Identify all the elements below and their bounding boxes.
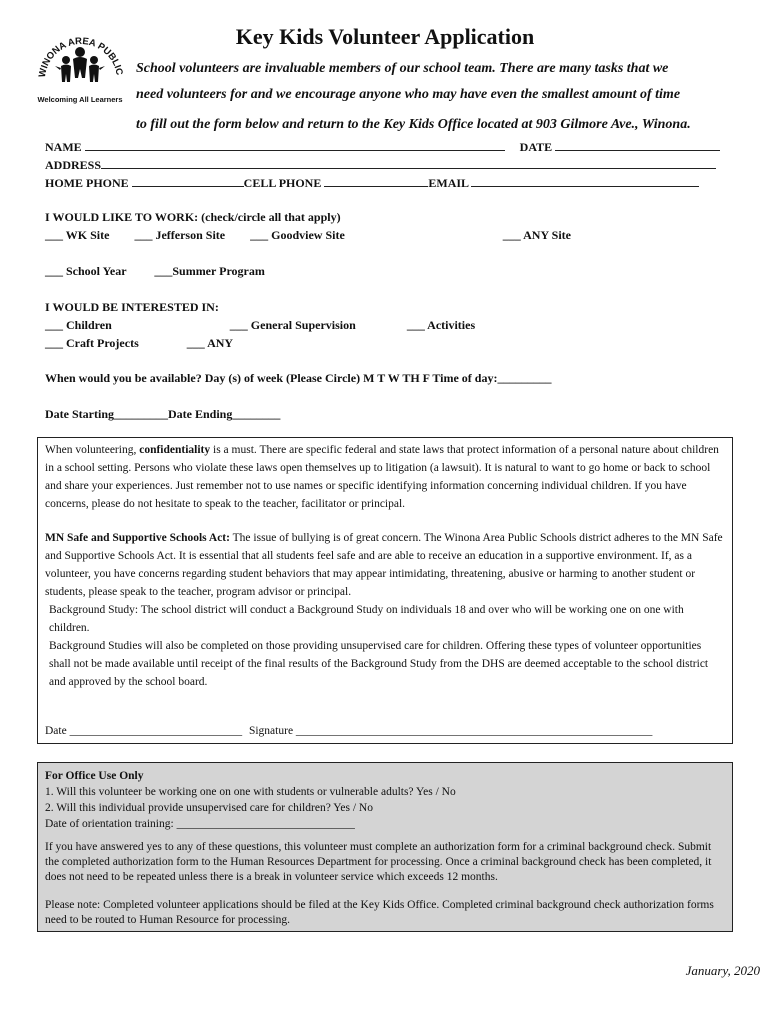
address-row: [45, 157, 716, 173]
option-any-site[interactable]: ___ ANY Site: [502, 228, 572, 242]
page-title: Key Kids Volunteer Application: [235, 24, 535, 49]
date-field[interactable]: [555, 139, 720, 151]
address-label: ADDRESS: [45, 158, 102, 172]
interest-row-2: [45, 336, 233, 351]
option-wk-site[interactable]: ___ WK Site: [45, 228, 110, 242]
availability-row[interactable]: When would you be available? Day (s) of week (Please Circle) M T W TH F Time of day:_________: [45, 371, 552, 385]
option-summer-program[interactable]: ___Summer Program: [154, 264, 265, 278]
option-jefferson-site[interactable]: ___ Jefferson Site: [134, 228, 226, 242]
office-use-box: [37, 762, 733, 932]
signature-row: [45, 725, 652, 737]
orientation-date-field[interactable]: Date of orientation training: _______________________________: [45, 818, 355, 830]
footer-date: January, 2020: [685, 963, 760, 978]
email-label: EMAIL: [428, 176, 469, 190]
office-question-1[interactable]: 1. Will this volunteer be working one on one with students or vulnerable adults? Yes / No: [45, 786, 456, 798]
office-note-1: If you have answered yes to any of these questions, this volunteer must complete an authorization form for a criminal background check. Submit the completed authorization form to the Human Resources Department for processing. Once a criminal background check has been completed, it does not need to be repeated unless there is a break in volunteer service which exceeds 12 months.: [45, 841, 712, 883]
work-heading: I WOULD LIKE TO WORK: (check/circle all that apply): [45, 210, 341, 224]
option-goodview-site[interactable]: ___ Goodview Site: [250, 228, 345, 242]
logo-tagline: Welcoming All Learners: [37, 95, 123, 104]
work-row-2: [45, 264, 265, 279]
name-label: NAME: [45, 140, 82, 154]
home-phone-label: HOME PHONE: [45, 176, 129, 190]
date-label: DATE: [519, 140, 553, 154]
policy-box: [37, 437, 733, 744]
intro-text: School volunteers are invaluable members of our school team. There are many tasks that we need volunteers for and we encourage anyone who may have even the smallest amount of time to fill out the form below and return to the Key Kids Office located at 903 Gilmore Ave., Winona.: [136, 61, 691, 132]
background-study-paragraph: Background Study: The school district will conduct a Background Study on individuals 18 and over who will be working one on one with children.: [49, 604, 684, 634]
option-any-interest[interactable]: ___ ANY: [186, 336, 234, 350]
signature-field[interactable]: Signature ______________________________________________________________: [248, 725, 653, 737]
name-field[interactable]: [85, 139, 505, 151]
background-studies-paragraph: Background Studies will also be completed on those providing unsupervised care for children. Offering these types of volunteer opportunities shall not be made available until receipt of the final results of the Background Study from the DHS are deemed acceptable to the school district and approved by the school board.: [49, 640, 709, 688]
cell-phone-field[interactable]: [324, 175, 428, 187]
cell-phone-label: CELL PHONE: [243, 176, 322, 190]
option-school-year[interactable]: ___ School Year: [45, 264, 127, 278]
option-activities[interactable]: ___ Activities: [406, 318, 476, 332]
office-heading: For Office Use Only: [45, 770, 144, 782]
confidentiality-paragraph: When volunteering, confidentiality is a must. There are specific federal and state laws that protect information of a personal nature about children in a school setting. Persons who violate these laws open themselves up to litigation (a lawsuit). It is natural to want to go home or back to school and share your experiences. Just remember not to use names or specific identifying information concerning individual children. If you have concerns, please do not hesitate to speak to the teacher, facilitator or principal.: [45, 444, 719, 510]
logo-ring-text: WINONA AREA PUBLIC: [36, 35, 125, 79]
option-general-supervision[interactable]: ___ General Supervision: [229, 318, 356, 332]
mn-act-paragraph: MN Safe and Supportive Schools Act: The issue of bullying is of great concern. The Winona Area Public Schools district adheres to the MN Safe and Supportive Schools Act. It is essential that all students feel safe and are able to receive an education in a supportive environment. If, as a volunteer, you have concerns regarding student behaviors that may appear intimidating, threatening, abusive or harming to another student or students, please speak to the teacher, program advisor or principal.: [45, 532, 723, 598]
office-question-2[interactable]: 2. Will this individual provide unsupervised care for children? Yes / No: [45, 802, 373, 814]
home-phone-field[interactable]: [132, 175, 244, 187]
email-field[interactable]: [471, 175, 699, 187]
interest-heading: I WOULD BE INTERESTED IN:: [45, 300, 219, 314]
dates-row[interactable]: Date Starting_________Date Ending________: [45, 407, 281, 421]
phone-row: [45, 175, 699, 191]
interest-row-1: [45, 318, 475, 333]
address-field[interactable]: [101, 157, 716, 169]
office-note-2: Please note: Completed volunteer applications should be filed at the Key Kids Office. Completed criminal background check authorization forms need to be routed to Human Resource for processing.: [45, 899, 714, 926]
signature-date-field[interactable]: Date ______________________________: [45, 725, 243, 737]
option-children[interactable]: ___ Children: [45, 318, 112, 332]
work-row-1: [45, 228, 571, 243]
option-craft-projects[interactable]: ___ Craft Projects: [45, 336, 139, 350]
name-row: [45, 139, 720, 155]
